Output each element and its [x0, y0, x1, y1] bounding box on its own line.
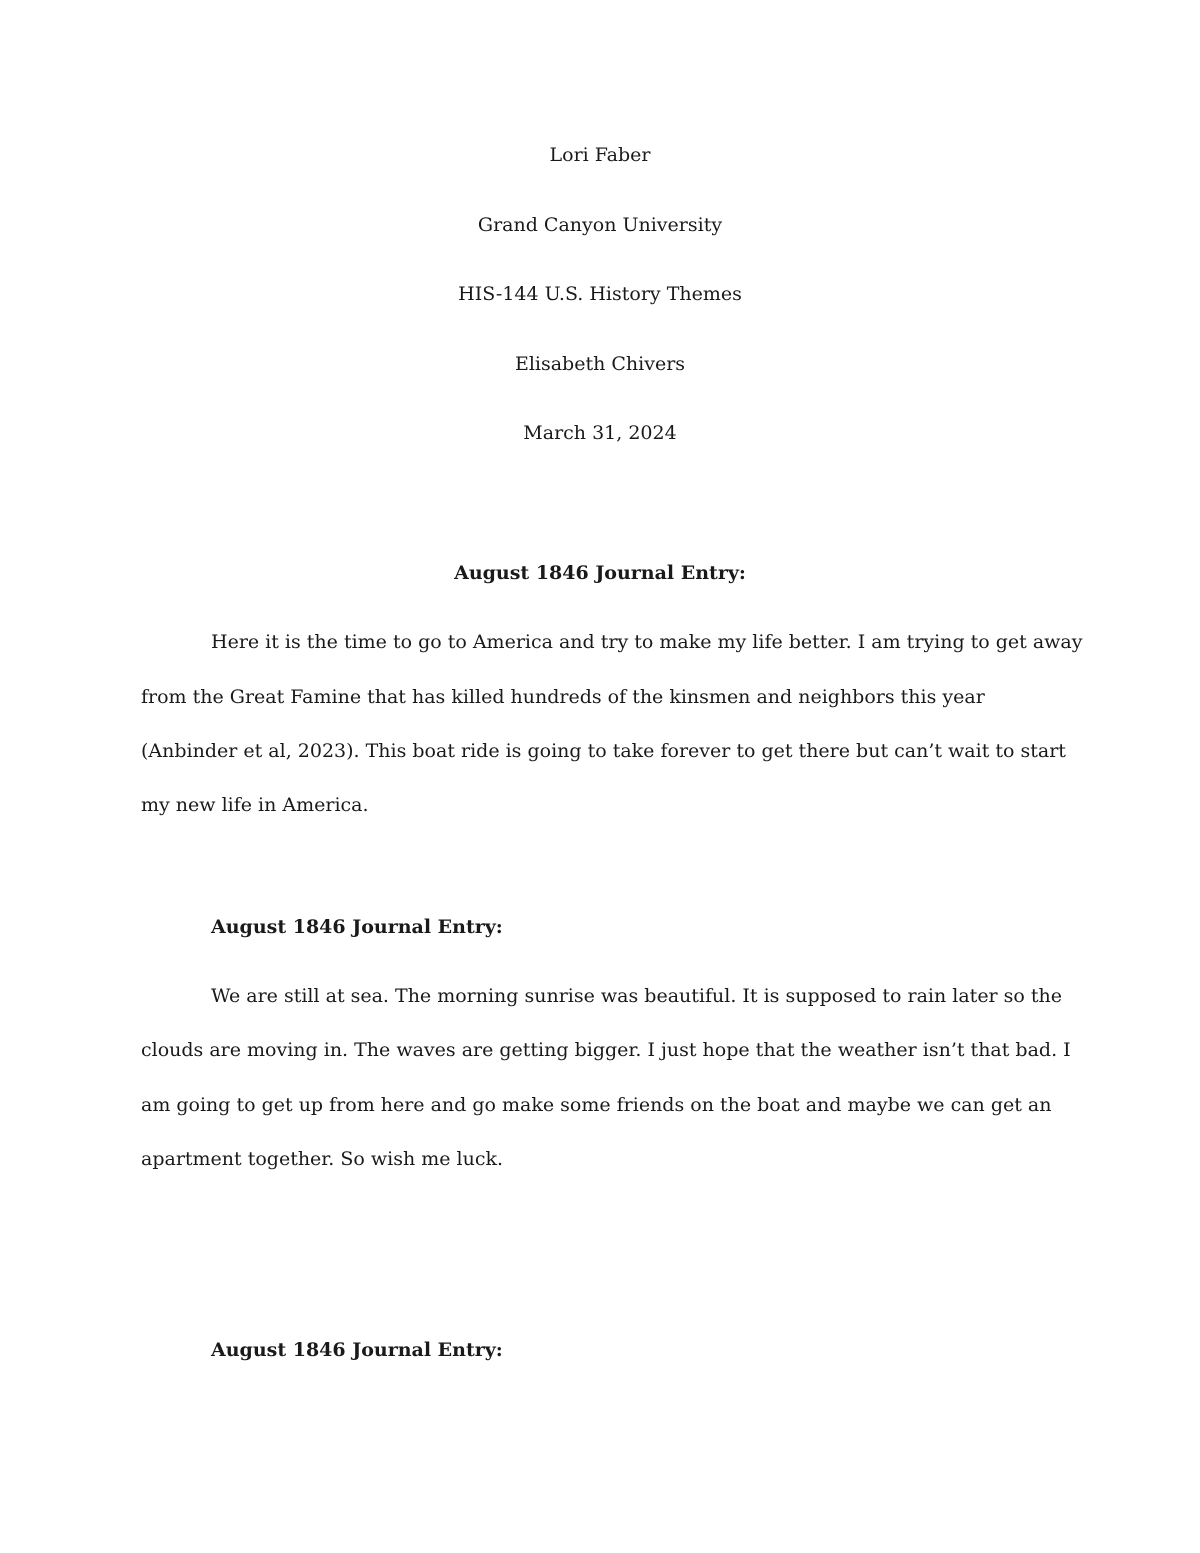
paragraph-line: from the Great Famine that has killed hundreds of the kinsmen and neighbors this year [141, 686, 985, 708]
paragraph-line: clouds are moving in. The waves are getting bigger. I just hope that the weather isn’t that bad. I [141, 1039, 1071, 1061]
course-name: HIS-144 U.S. History Themes [458, 283, 742, 305]
paragraph-line: am going to get up from here and go make some friends on the boat and maybe we can get an [141, 1094, 1052, 1116]
entry-heading: August 1846 Journal Entry: [211, 1339, 503, 1361]
author-name: Lori Faber [549, 144, 651, 166]
entry-heading: August 1846 Journal Entry: [454, 562, 746, 584]
paragraph-line: We are still at sea. The morning sunrise was beautiful. It is supposed to rain later so the [211, 985, 1063, 1007]
paragraph-line: Here it is the time to go to America and try to make my life better. I am trying to get away [211, 631, 1083, 653]
institution-name: Grand Canyon University [477, 214, 723, 236]
paragraph-line: my new life in America. [141, 794, 369, 816]
paragraph-line: (Anbinder et al, 2023). This boat ride is going to take forever to get there but can’t wait to start [141, 740, 1066, 762]
entry-heading: August 1846 Journal Entry: [211, 916, 503, 938]
paragraph-line: apartment together. So wish me luck. [141, 1148, 504, 1170]
instructor-name: Elisabeth Chivers [514, 353, 686, 375]
submission-date: March 31, 2024 [523, 422, 677, 444]
